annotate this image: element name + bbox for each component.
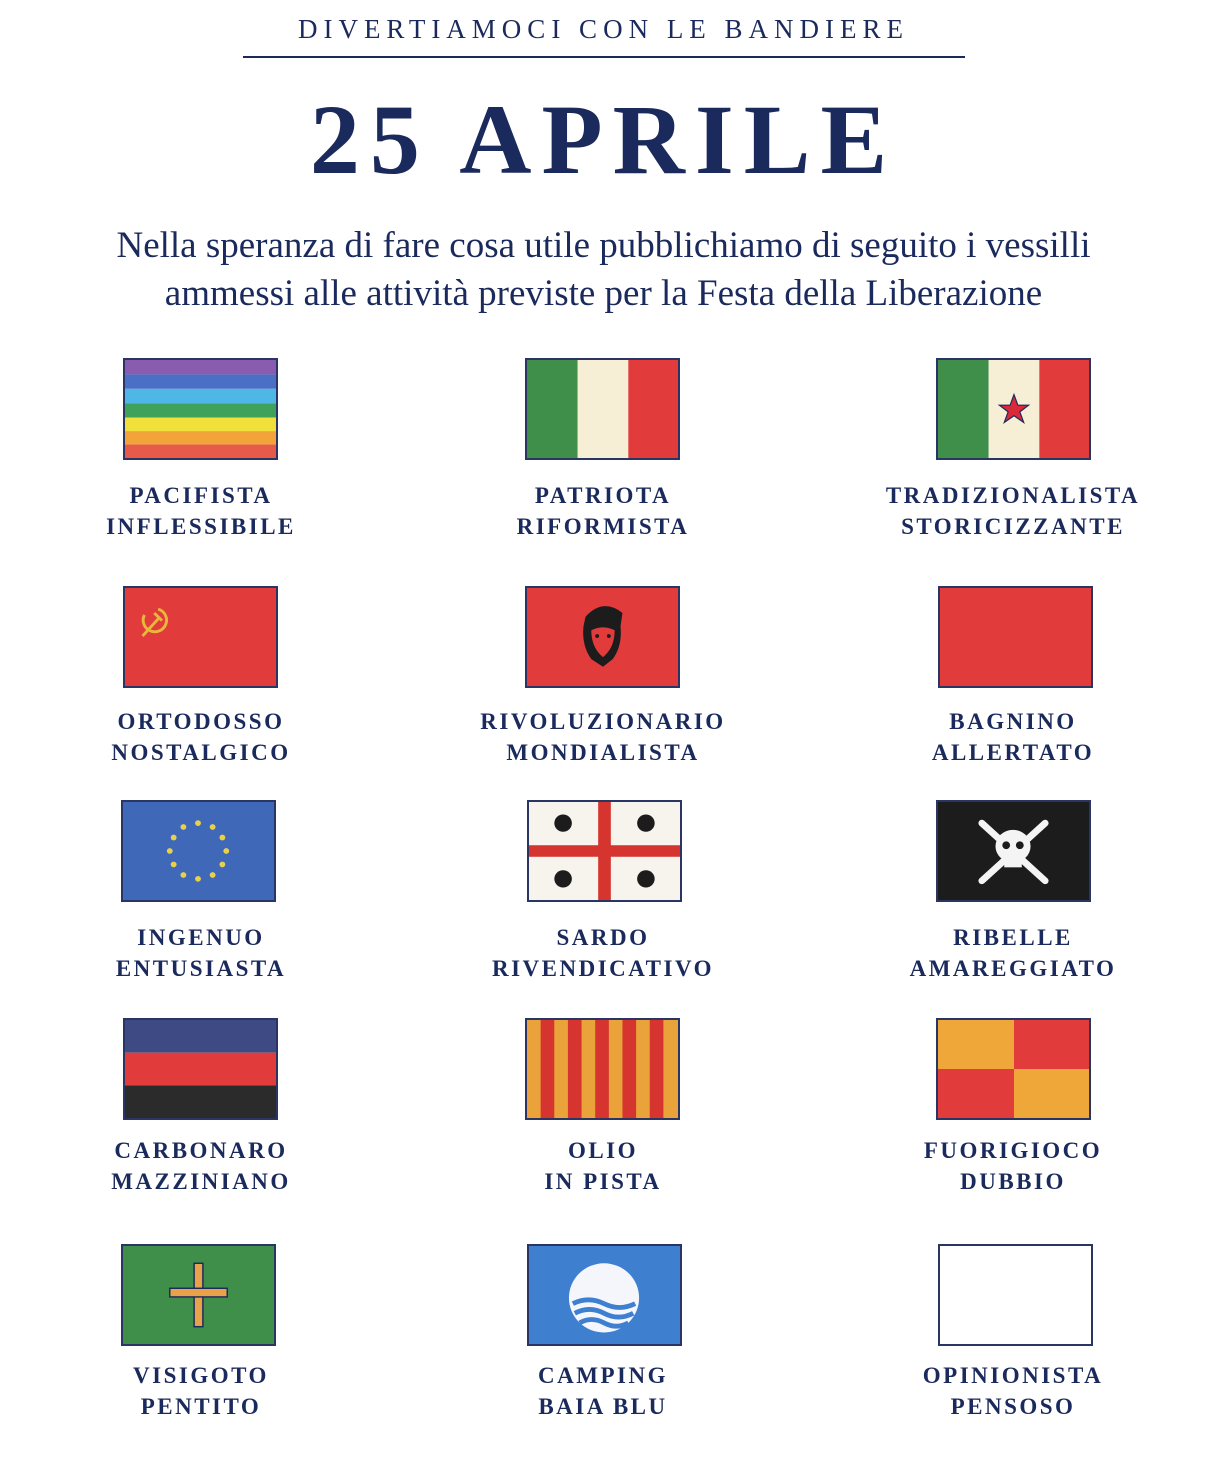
intro-text	[20, 222, 1187, 318]
red-flag-icon	[938, 586, 1093, 688]
flag-label-line1: CAMPING	[538, 1363, 668, 1388]
flag-label-ribelle	[833, 922, 1193, 984]
flag-label-sardo	[423, 922, 783, 984]
flag-label-carbonaro	[21, 1135, 381, 1197]
flag-label-ortodosso	[21, 706, 381, 768]
flag-label-visigoto	[21, 1360, 381, 1422]
striped-oil-flag-icon	[525, 1018, 680, 1120]
che-guevara-flag-icon	[525, 586, 680, 688]
kicker: DIVERTIAMOCI CON LE BANDIERE	[297, 14, 910, 44]
flag-label-line1: VISIGOTO	[133, 1363, 269, 1388]
flag-label-line2: STORICIZZANTE	[901, 514, 1125, 539]
four-moors-flag-icon	[527, 800, 682, 902]
flag-label-line1: FUORIGIOCO	[923, 1138, 1103, 1163]
flag-label-line2: PENSOSO	[950, 1394, 1076, 1419]
blue-flag-icon	[527, 1244, 682, 1346]
carboneria-flag-icon	[123, 1018, 278, 1120]
flag-label-line2: NOSTALGICO	[111, 740, 291, 765]
flag-label-line1: PACIFISTA	[129, 483, 273, 508]
flag-label-line2: MAZZINIANO	[111, 1169, 291, 1194]
flag-label-fuorigioco	[833, 1135, 1193, 1197]
flag-label-line1: RIBELLE	[953, 925, 1073, 950]
white-flag-icon	[938, 1244, 1093, 1346]
intro-line-1: Nella speranza di fare cosa utile pubblichiamo di seguito i vessilli	[116, 225, 1091, 266]
flag-label-pacifista	[21, 480, 381, 542]
flag-label-line1: INGENUO	[137, 925, 265, 950]
flag-label-line2: ALLERTATO	[931, 740, 1095, 765]
intro-line-2: ammessi alle attività previste per la Festa della Liberazione	[164, 273, 1043, 314]
flag-label-bagnino	[833, 706, 1193, 768]
flag-label-line1: ORTODOSSO	[117, 709, 285, 734]
flag-label-opinionista	[833, 1360, 1193, 1422]
flag-label-camping	[423, 1360, 783, 1422]
flag-label-line2: RIVENDICATIVO	[491, 956, 715, 981]
flag-label-line2: IN PISTA	[544, 1169, 662, 1194]
flag-label-line2: PENTITO	[140, 1394, 262, 1419]
quartered-flag-icon	[936, 1018, 1091, 1120]
flag-label-rivoluzionario	[423, 706, 783, 768]
flag-label-line2: AMAREGGIATO	[909, 956, 1117, 981]
flag-label-line1: SARDO	[556, 925, 650, 950]
flag-label-olio	[423, 1135, 783, 1197]
flag-label-line1: OPINIONISTA	[922, 1363, 1104, 1388]
flag-label-ingenuo	[21, 922, 381, 984]
jolly-roger-flag-icon	[936, 800, 1091, 902]
flag-label-line1: CARBONARO	[114, 1138, 288, 1163]
flag-label-line1: RIVOLUZIONARIO	[480, 709, 726, 734]
kicker-rule	[243, 56, 965, 58]
soviet-flag-icon	[123, 586, 278, 688]
european-union-flag-icon	[121, 800, 276, 902]
flag-label-tradizionalista	[833, 480, 1193, 542]
page-title: 25 APRILE	[309, 84, 898, 195]
flag-label-line1: OLIO	[567, 1138, 639, 1163]
flag-label-line1: PATRIOTA	[534, 483, 672, 508]
flag-label-line2: BAIA BLU	[538, 1394, 668, 1419]
flag-label-patriota	[423, 480, 783, 542]
flag-label-line1: BAGNINO	[949, 709, 1077, 734]
victory-cross-flag-icon	[121, 1244, 276, 1346]
rainbow-peace-flag-icon	[123, 358, 278, 460]
flag-label-line2: RIFORMISTA	[516, 514, 690, 539]
flag-label-line2: ENTUSIASTA	[115, 956, 287, 981]
flag-label-line2: DUBBIO	[960, 1169, 1066, 1194]
flag-label-line2: MONDIALISTA	[506, 740, 700, 765]
flag-label-line2: INFLESSIBILE	[106, 514, 296, 539]
flag-label-line1: TRADIZIONALISTA	[885, 483, 1141, 508]
tricolor-red-star-flag-icon	[936, 358, 1091, 460]
italian-tricolor-flag-icon	[525, 358, 680, 460]
